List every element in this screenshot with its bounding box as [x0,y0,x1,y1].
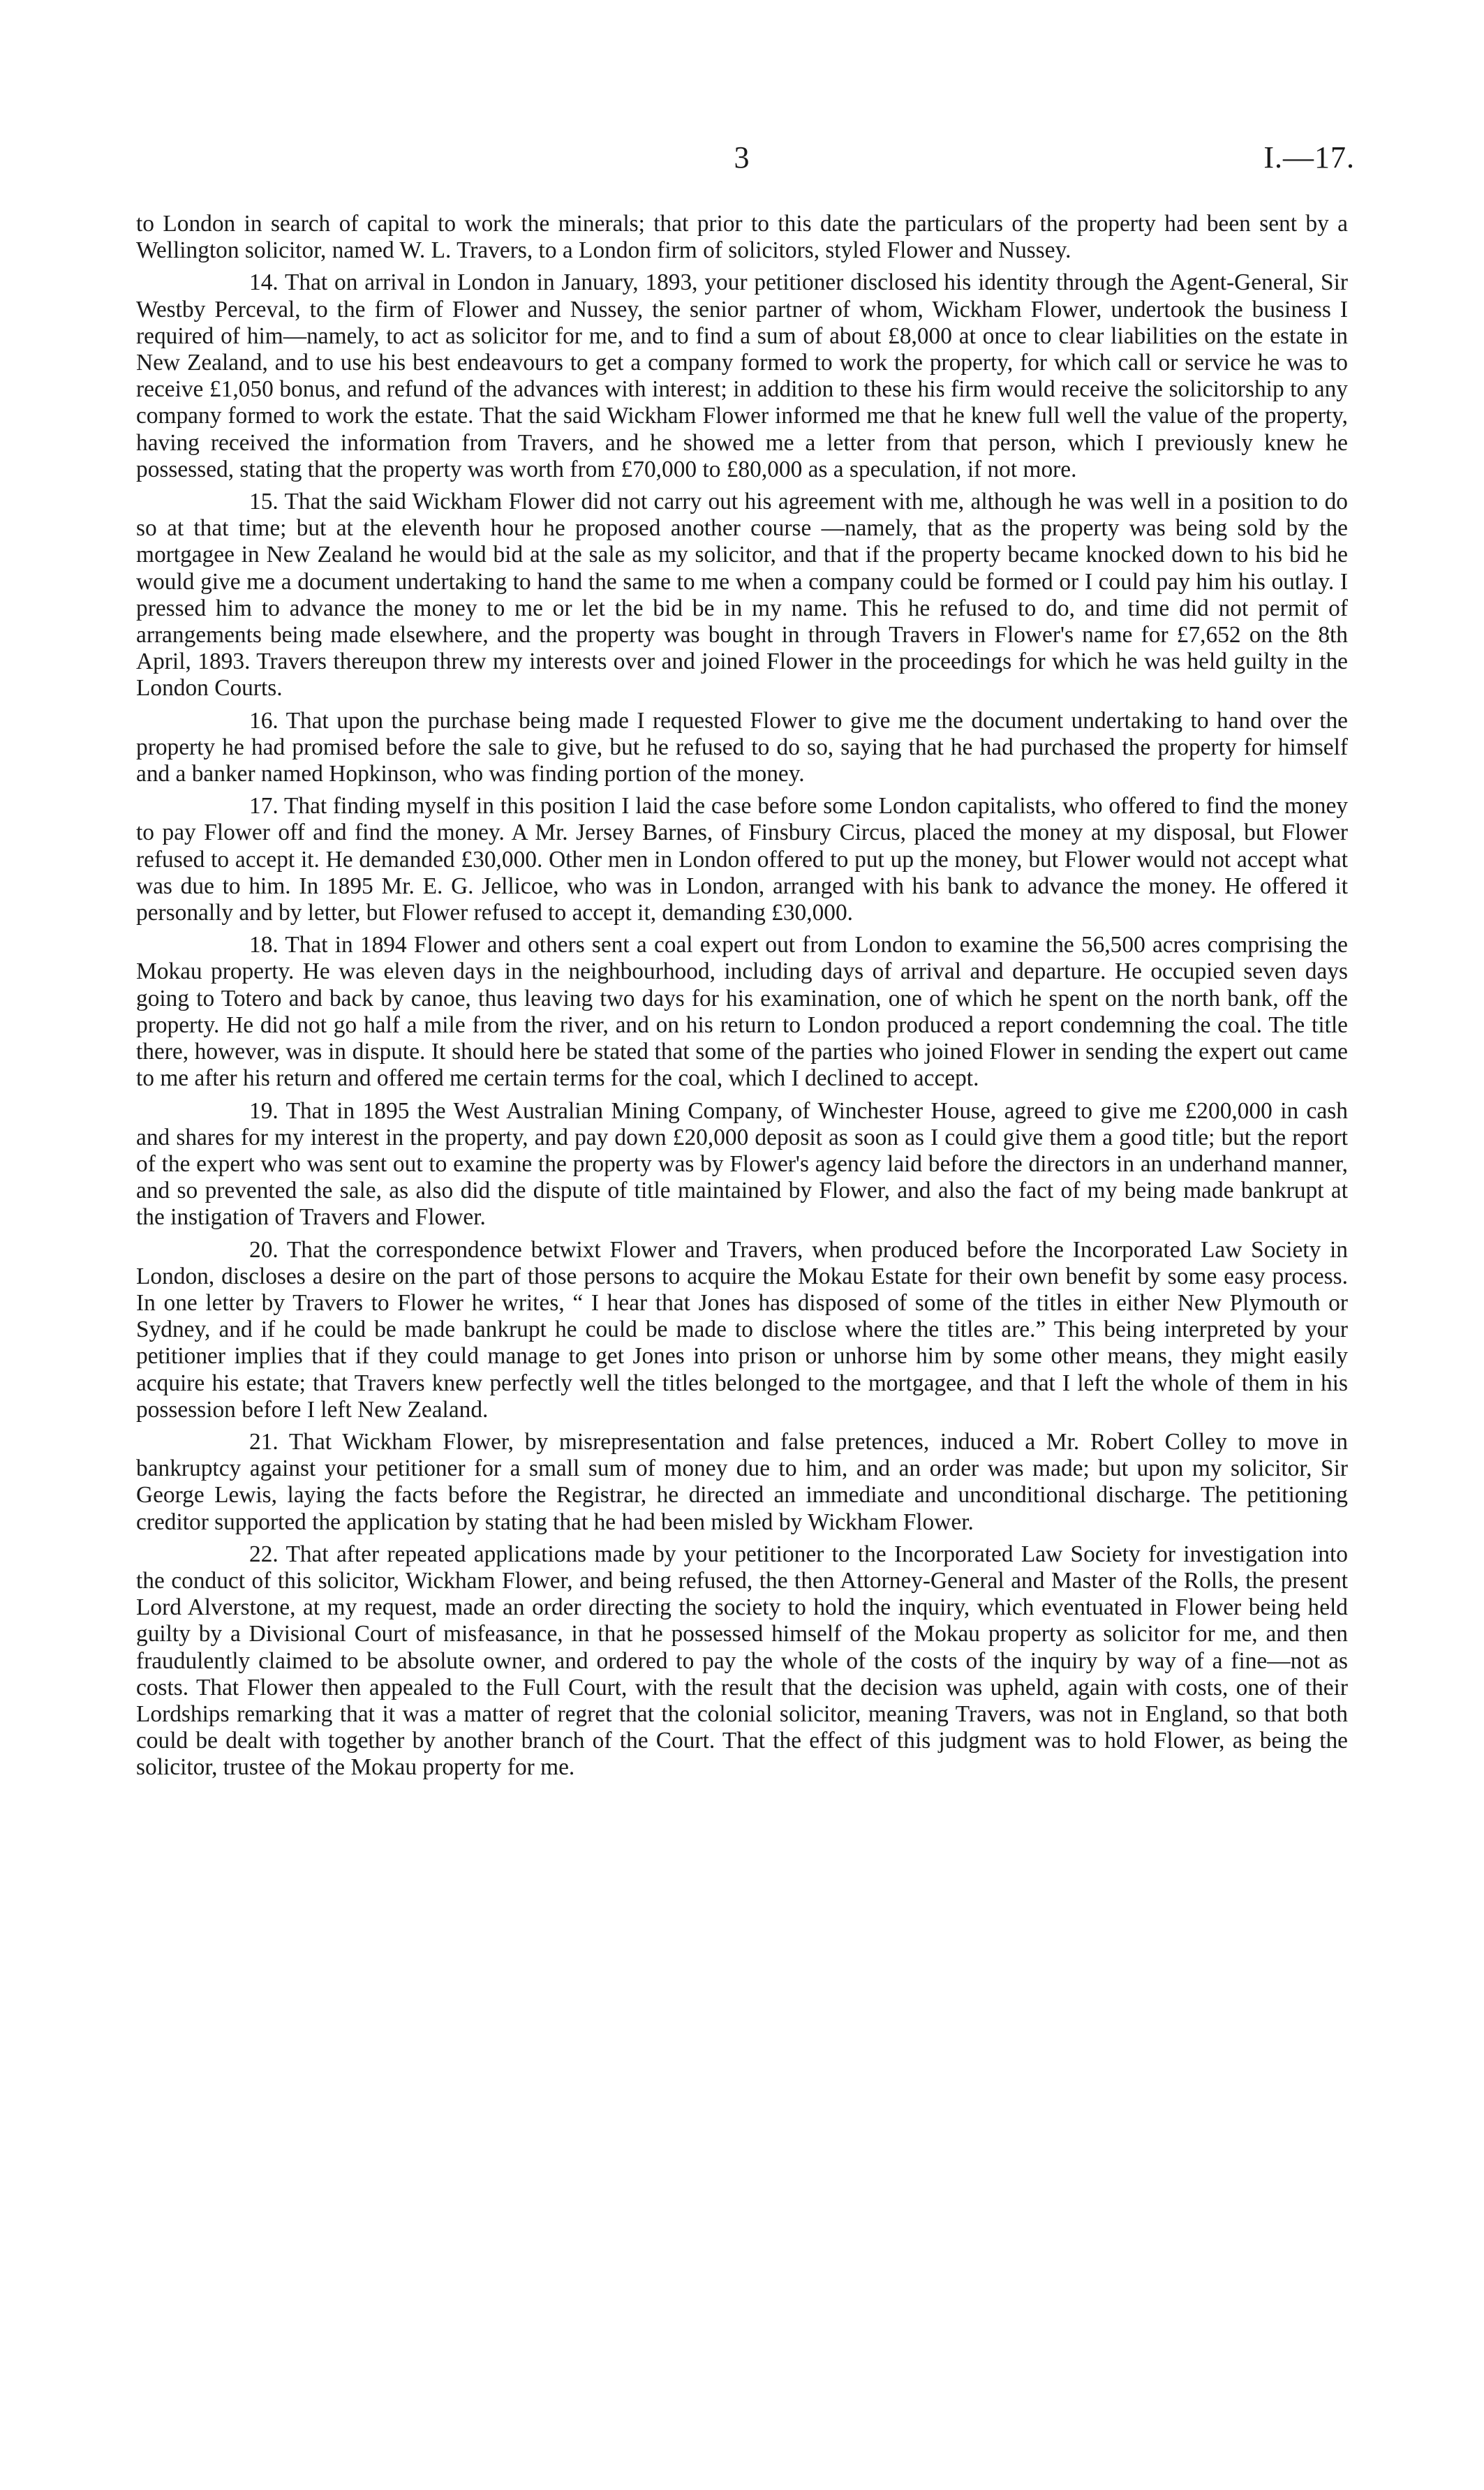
paragraph-22: 22. That after repeated applications made by your petitioner to the Incorporated Law Society for investigation into the conduct of this solicitor, Wickham Flower, and being refused, the then Attorney-General and Master of the Rolls, the present Lord Alverstone, at my request, made an order directing the society to hold the inquiry, which eventuated in Flower being held guilty by a Divisional Court of misfeasance, in that he possessed himself of the Mokau property as solicitor for me, and then fraudulently claimed to be absolute owner, and ordered to pay the whole of the costs of the inquiry by way of a fine—not as costs. That Flower then appealed to the Full Court, with the result that the decision was upheld, again with costs, one of their Lordships remarking that it was a matter of regret that the colonial solicitor, meaning Travers, was not in England, so that both could be dealt with together by another branch of the Court. That the effect of this judgment was to hold Flower, as being the solicitor, trustee of the Mokau property for me. [136,1541,1348,1781]
paragraph-15: 15. That the said Wickham Flower did not carry out his agreement with me, although he was well in a position to do so at that time; but at the eleventh hour he proposed another course —namely, that as the property was being sold by the mortgagee in New Zealand he would bid at the sale as my solicitor, and that if the property became knocked down to his bid he would give me a document undertaking to hand the same to me when a company could be formed or I could pay him his outlay. I pressed him to advance the money to me or let the bid be in my name. This he refused to do, and time did not permit of arrangements being made elsewhere, and the property was bought in through Travers in Flower's name for £7,652 on the 8th April, 1893. Travers thereupon threw my interests over and joined Flower in the proceedings for which he was held guilty in the London Courts. [136,489,1348,702]
paragraph-19: 19. That in 1895 the West Australian Mining Company, of Winchester House, agreed to give me £200,000 in cash and shares for my interest in the property, and pay down £20,000 deposit as soon as I could give them a good title; but the report of the expert who was sent out to examine the property was by Flower's agency laid before the directors in an underhand manner, and so prevented the sale, as also did the dispute of title maintained by Flower, and also the fact of my being made bankrupt at the instigation of Travers and Flower. [136,1097,1348,1231]
paragraph-18: 18. That in 1894 Flower and others sent a coal expert out from London to examine the 56,500 acres comprising the Mokau property. He was eleven days in the neighbourhood, including days of arrival and departure. He occupied seven days going to Totero and back by canoe, thus leaving two days for his examination, one of which he spent on the north bank, off the property. He did not go half a mile from the river, and on his return to London produced a report condemning the coal. The title there, however, was in dispute. It should here be stated that some of the parties who joined Flower in sending the expert out came to me after his return and offered me certain terms for the coal, which I declined to accept. [136,932,1348,1092]
paragraph-14: 14. That on arrival in London in January, 1893, your petitioner disclosed his identity through the Agent-General, Sir Westby Perceval, to the firm of Flower and Nussey, the senior partner of whom, Wickham Flower, undertook the business I required of him—namely, to act as solicitor for me, and to find a sum of about £8,000 at once to clear liabilities on the estate in New Zealand, and to use his best endeavours to get a company formed to work the property, for which call or service he was to receive £1,050 bonus, and refund of the advances with interest; in addition to these his firm would receive the solicitorship to any company formed to work the estate. That the said Wickham Flower informed me that he knew full well the value of the property, having received the information from Travers, and he showed me a letter from that person, which I previously knew he possessed, stating that the property was worth from £70,000 to £80,000 as a speculation, if not more. [136,269,1348,482]
document-reference: I.—17. [1263,140,1355,175]
paragraph-20: 20. That the correspondence betwixt Flower and Travers, when produced before the Incorporated Law Society in London, discloses a desire on the part of those persons to acquire the Mokau Estate for their own benefit by some easy process. In one letter by Travers to Flower he writes, “ I hear that Jones has disposed of some of the titles in either New Plymouth or Sydney, and if he could be made bankrupt he could be made to disclose where the titles are.” This being interpreted by your petitioner implies that if they could manage to get Jones into prison or unhorse him by some other means, they might easily acquire his estate; that Travers knew perfectly well the titles belonged to the mortgagee, and that I left the whole of them in his possession before I left New Zealand. [136,1236,1348,1423]
paragraph-continued: to London in search of capital to work the minerals; that prior to this date the particulars of the property had been sent by a Wellington solicitor, named W. L. Travers, to a London firm of solicitors, styled Flower and Nussey. [136,211,1348,264]
document-body [136,211,1348,1787]
paragraph-21: 21. That Wickham Flower, by misrepresentation and false pretences, induced a Mr. Robert Colley to move in bankruptcy against your petitioner for a small sum of money due to him, and an order was made; but upon my solicitor, Sir George Lewis, laying the facts before the Registrar, he directed an immediate and unconditional discharge. The petitioning creditor supported the application by stating that he had been misled by Wickham Flower. [136,1428,1348,1535]
paragraph-16: 16. That upon the purchase being made I requested Flower to give me the document undertaking to hand over the property he had promised before the sale to give, but he refused to do so, saying that he had purchased the property for himself and a banker named Hopkinson, who was finding portion of the money. [136,707,1348,787]
page-number: 3 [734,140,750,175]
paragraph-17: 17. That finding myself in this position I laid the case before some London capitalists, who offered to find the money to pay Flower off and find the money. A Mr. Jersey Barnes, of Finsbury Circus, placed the money at my disposal, but Flower refused to accept it. He demanded £30,000. Other men in London offered to put up the money, but Flower would not accept what was due to him. In 1895 Mr. E. G. Jellicoe, who was in London, arranged with his bank to advance the money. He offered it personally and by letter, but Flower refused to accept it, demanding £30,000. [136,793,1348,926]
